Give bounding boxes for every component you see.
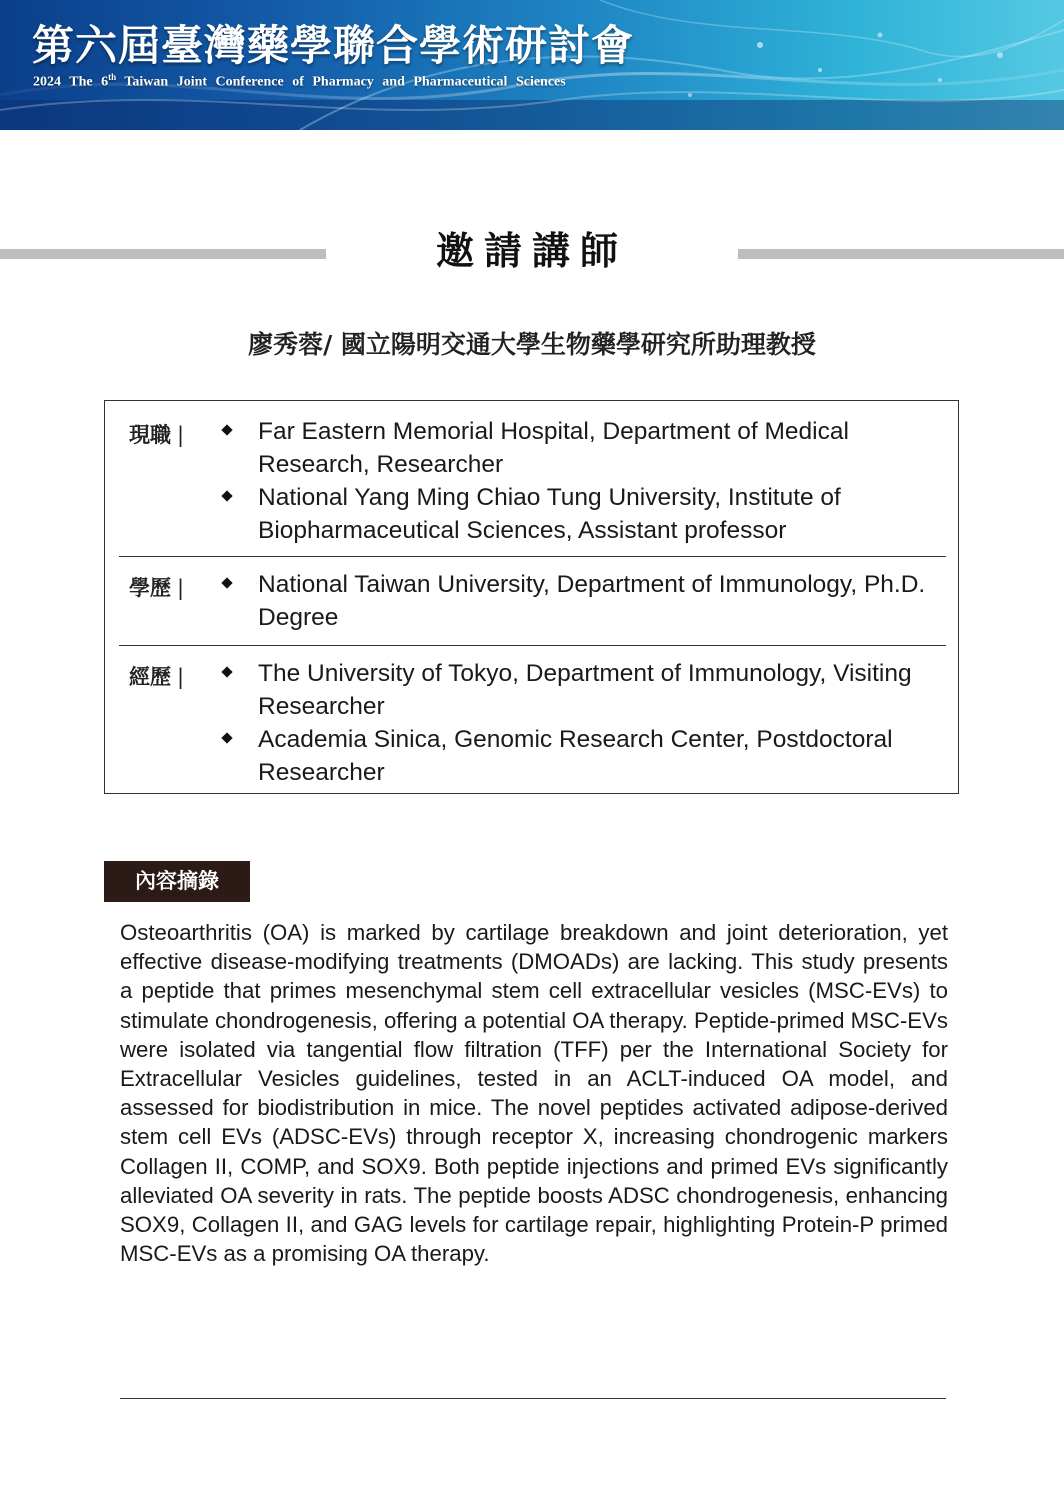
list-item: Far Eastern Memorial Hospital, Department of Medical Research, Researcher xyxy=(219,415,939,481)
section-title: 邀請講師 xyxy=(435,229,628,273)
list-item: Academia Sinica, Genomic Research Center, Postdoctoral Researcher xyxy=(219,723,939,789)
info-row-label: 經歷 | xyxy=(129,665,185,689)
diamond-bullet-icon xyxy=(221,424,232,435)
title-rule-right xyxy=(738,249,1064,259)
conference-banner xyxy=(0,0,1064,130)
info-bullet-list xyxy=(219,415,939,547)
diamond-bullet-icon xyxy=(221,666,232,677)
info-row-education xyxy=(119,554,946,644)
abstract-text: Osteoarthritis (OA) is marked by cartilage breakdown and joint deterioration, yet effective disease-modifying treatments (DMOADs) are lacking. This study presents a peptide that primes mesenchymal stem cell extracellular vesicles (MSC-EVs) to stimulate chondrogenesis, offering a potential OA therapy. Peptide-primed MSC-EVs were isolated via tangential flow filtration (TFF) per the International Society for Extracellular Vesicles guidelines, tested in an ACLT-induced OA model, and assessed for biodistribution in mice. The novel peptides activated adipose-derived stem cell EVs (ADSC-EVs) through receptor X, increasing chondrogenic markers Collagen II, COMP, and SOX9. Both peptide injections and primed EVs significantly alleviated OA severity in rats. The peptide boosts ADSC chondrogenesis, enhancing SOX9, Collagen II, and GAG levels for cartilage repair, highlighting Protein-P primed MSC-EVs as a promising OA therapy. xyxy=(120,920,948,1267)
conference-title-zh: 第六屆臺灣藥學聯合學術研討會 xyxy=(32,21,635,70)
info-row-current-position xyxy=(119,401,946,556)
speaker-info-box xyxy=(104,400,959,794)
info-row-label: 學歷 | xyxy=(129,576,185,600)
speaker-name-affiliation: 廖秀蓉/ 國立陽明交通大學生物藥學研究所助理教授 xyxy=(248,330,816,359)
list-item: National Yang Ming Chiao Tung University, Institute of Biopharmaceutical Sciences, Assistant professor xyxy=(219,481,939,547)
diamond-bullet-icon xyxy=(221,732,232,743)
title-rule-left xyxy=(0,249,326,259)
bottom-divider xyxy=(120,1398,946,1399)
diamond-bullet-icon xyxy=(221,577,232,588)
conference-title-en: 2024 The 6th Taiwan Joint Conference of Pharmacy and Pharmaceutical Sciences xyxy=(33,72,566,90)
info-bullet-list xyxy=(219,657,939,789)
info-row-experience xyxy=(119,643,946,793)
abstract-label: 內容摘錄 xyxy=(104,861,250,902)
list-item: The University of Tokyo, Department of Immunology, Visiting Researcher xyxy=(219,657,939,723)
info-row-label: 現職 | xyxy=(129,423,185,447)
info-bullet-list xyxy=(219,568,939,634)
list-item: National Taiwan University, Department of Immunology, Ph.D. Degree xyxy=(219,568,939,634)
diamond-bullet-icon xyxy=(221,490,232,501)
